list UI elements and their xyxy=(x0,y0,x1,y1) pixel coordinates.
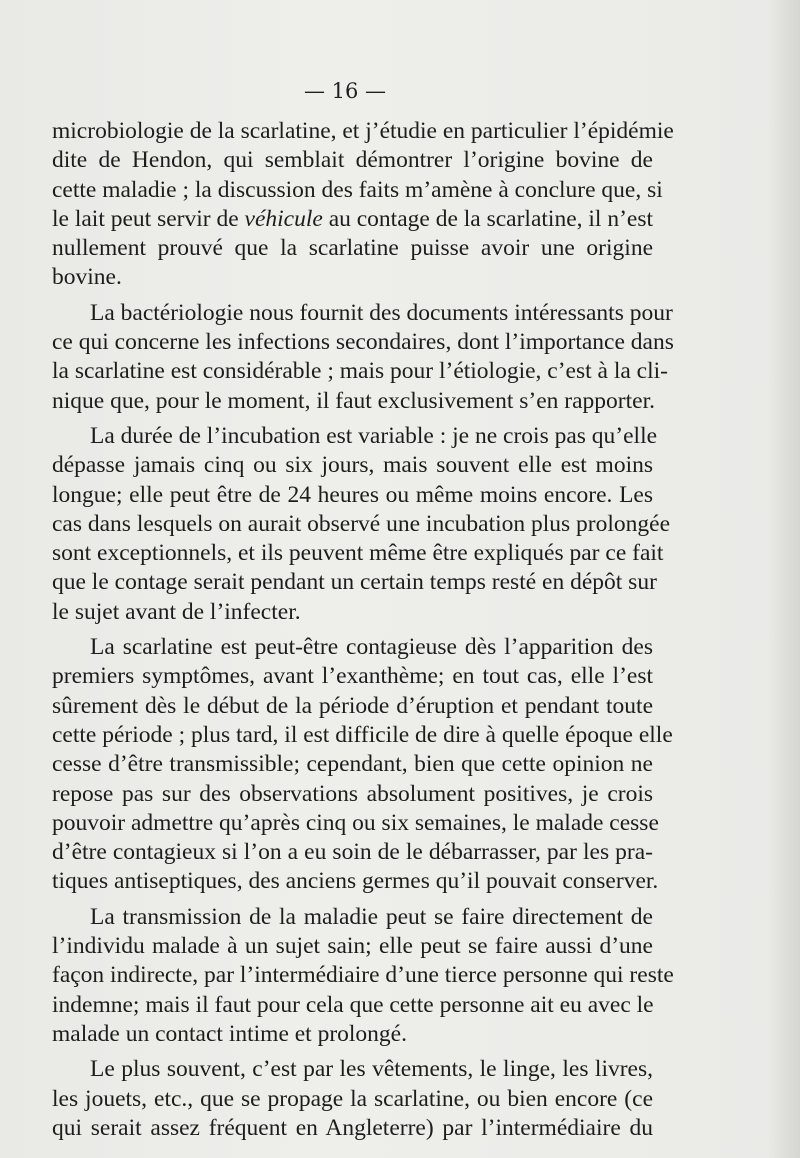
text-line: que le contage serait pendant un certain temps resté en dépôt sur xyxy=(52,569,657,596)
text-line: façon indirecte, par l’intermédiaire d’une tierce personne qui reste xyxy=(52,962,674,989)
page-edge-shadow xyxy=(766,0,800,1158)
text-line: bovine. xyxy=(52,264,122,291)
page-number: — 16 — xyxy=(303,79,387,103)
text-line: cette maladie ; la discussion des faits m’amène à conclure que, si xyxy=(52,176,663,203)
text-line: malade un contact intime et prolongé. xyxy=(52,1020,407,1047)
text-line: nullement prouvé que la scarlatine puisse avoir une origine xyxy=(52,235,653,262)
text-line: sont exceptionnels, et ils peuvent même être expliqués par ce fait xyxy=(52,540,664,567)
text-line: cette période ; plus tard, il est difficile de dire à quelle époque elle xyxy=(52,721,673,748)
text-line xyxy=(52,205,653,234)
text-line: La transmission de la maladie peut se faire directement de xyxy=(90,903,653,930)
text-line: pouvoir admettre qu’après cinq ou six semaines, le malade cesse xyxy=(52,809,659,836)
italic-word: véhicule xyxy=(244,205,323,232)
text-line: cesse d’être transmissible; cependant, bien que cette opinion ne xyxy=(52,751,653,778)
paragraph xyxy=(52,633,673,897)
text-line: repose pas sur des observations absolument positives, je crois xyxy=(52,780,653,807)
text-line: les jouets, etc., que se propage la scarlatine, ou bien encore (ce xyxy=(52,1085,653,1112)
paragraph xyxy=(52,422,671,627)
paragraph xyxy=(52,117,674,293)
text-line: longue; elle peut être de 24 heures ou même moins encore. Les xyxy=(52,481,653,508)
text-line: la scarlatine est considérable ; mais pour l’étiologie, c’est à la cli- xyxy=(52,358,668,385)
text-line: l’individu malade à un sujet sain; elle peut se faire aussi d’une xyxy=(52,933,653,960)
paragraph xyxy=(52,299,674,416)
text-fragment: au contage de la scarlatine, il n’est xyxy=(322,205,653,232)
text-line: dite de Hendon, qui semblait démontrer l’origine bovine de xyxy=(52,147,653,174)
text-line: le sujet avant de l’infecter. xyxy=(52,598,301,625)
text-fragment: le lait peut servir de xyxy=(52,205,245,232)
text-line: qui serait assez fréquent en Angleterre) par l’intermédiaire du xyxy=(52,1114,653,1141)
paragraph xyxy=(52,1055,653,1143)
text-line: La bactériologie nous fournit des documents intéressants pour xyxy=(90,299,673,326)
text-line: cas dans lesquels on aurait observé une incubation plus prolongée xyxy=(52,510,671,537)
text-line: premiers symptômes, avant l’exanthème; en tout cas, elle l’est xyxy=(52,663,653,690)
text-line: Le plus souvent, c’est par les vêtements, le linge, les livres, xyxy=(90,1056,653,1083)
text-line: dépasse jamais cinq ou six jours, mais souvent elle est moins xyxy=(52,452,653,479)
text-line: La scarlatine est peut-être contagieuse dès l’apparition des xyxy=(90,634,653,661)
text-line: ce qui concerne les infections secondaires, dont l’importance dans xyxy=(52,329,674,356)
body-text xyxy=(52,117,674,1143)
text-line: microbiologie de la scarlatine, et j’étudie en particulier l’épidémie xyxy=(52,118,674,144)
paragraph xyxy=(52,903,674,1049)
text-line: La durée de l’incubation est variable : je ne crois pas qu’elle xyxy=(90,422,658,449)
text-line: tiques antiseptiques, des anciens germes qu’il pouvait conserver. xyxy=(52,868,659,895)
text-line: d’être contagieux si l’on a eu soin de le débarrasser, par les pra- xyxy=(52,839,653,866)
text-line: indemne; mais il faut pour cela que cette personne ait eu avec le xyxy=(52,991,654,1018)
text-line: sûrement dès le début de la période d’éruption et pendant toute xyxy=(52,692,653,719)
text-line: nique que, pour le moment, il faut exclusivement s’en rapporter. xyxy=(52,387,655,414)
